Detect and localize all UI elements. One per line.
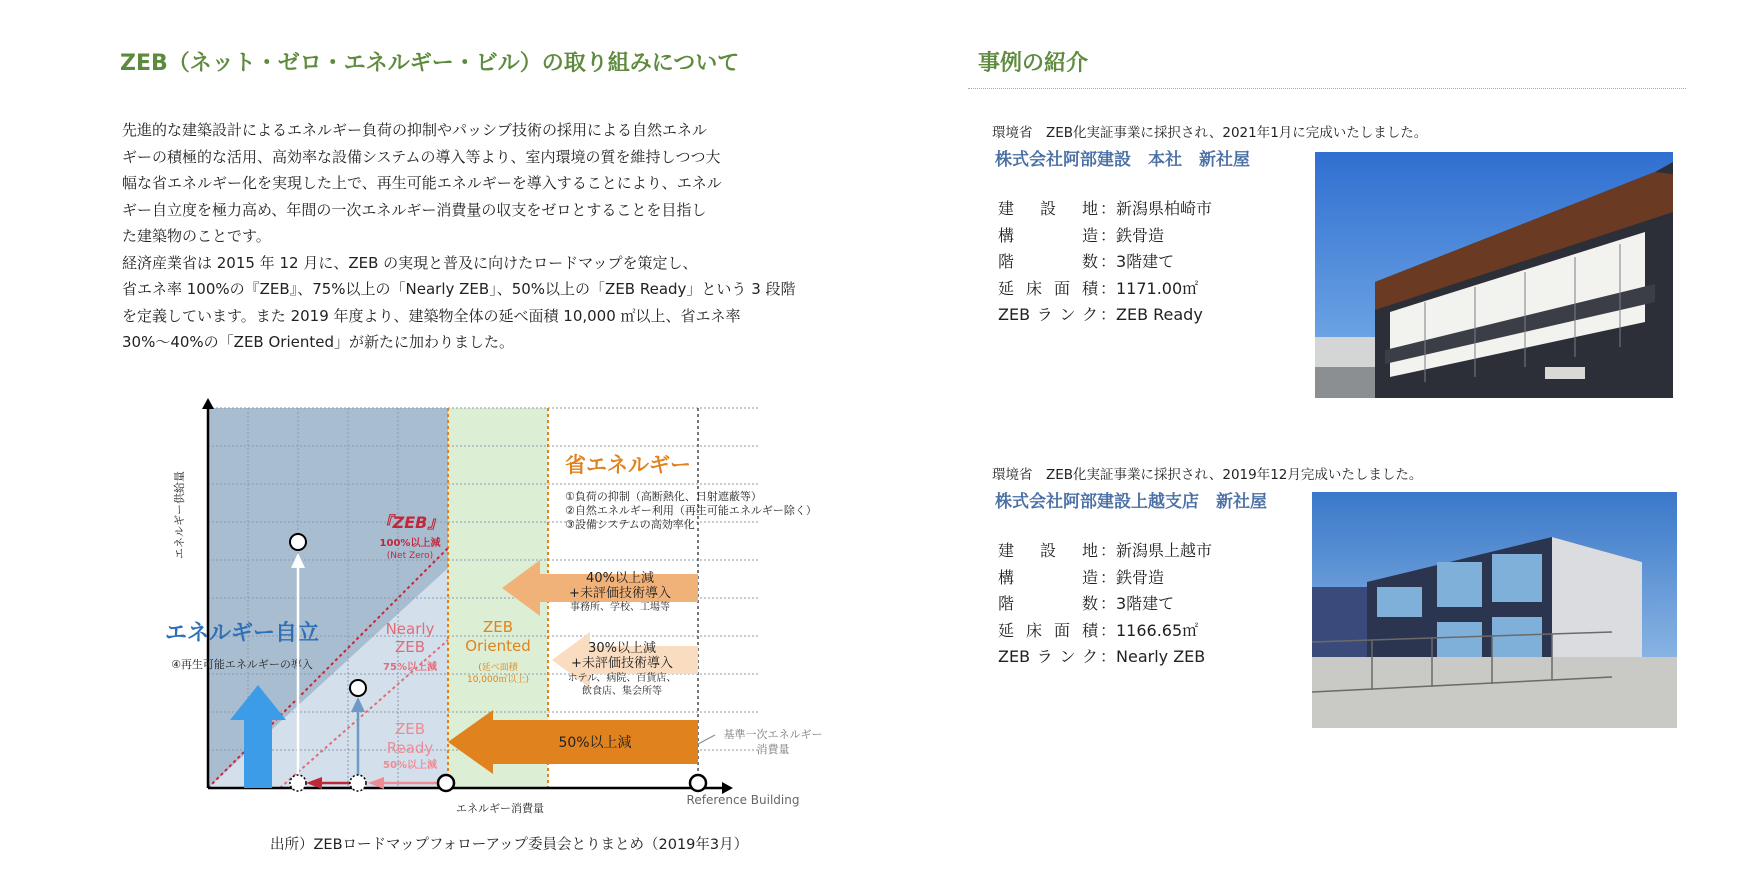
arrow-30-label: ホテル、病院、百貨店、 bbox=[567, 673, 677, 684]
section-title-cases: 事例の紹介 bbox=[978, 51, 1089, 76]
baseline-label-2: 消費量 bbox=[756, 743, 790, 756]
section-title-zeb: ZEB（ネット・ゼロ・エネルギー・ビル）の取り組みについて bbox=[120, 51, 740, 76]
paragraph-line: ギーの積極的な活用、高効率な設備システムの導入等より、室内環境の質を維持しつつ大 bbox=[122, 147, 721, 166]
paragraph-line: 幅な省エネルギー化を実現した上で、再生可能エネルギーを導入することにより、エネル bbox=[122, 174, 722, 192]
arrow-40-label: 事務所、学校、工場等 bbox=[570, 602, 670, 613]
paragraph-line: 先進的な建築設計によるエネルギー負荷の抑制やパッシブ技術の採用による自然エネル bbox=[122, 121, 708, 139]
nearly-zeb-target-point bbox=[350, 680, 366, 696]
spec-row: ZEBランク ：ZEB Ready bbox=[998, 305, 1203, 324]
case-note: 環境省 ZEB化実証事業に採択され、2019年12月完成いたしました。 bbox=[992, 467, 1423, 483]
paragraph-line: 30%～40%の「ZEB Oriented」が新たに加わりました。 bbox=[122, 333, 515, 351]
reference-point bbox=[690, 775, 706, 791]
energy-saving-title: 省エネルギー bbox=[565, 453, 691, 477]
energy-saving-item: ③設備システムの高効率化 bbox=[565, 518, 695, 531]
spec-row: ZEBランク ：Nearly ZEB bbox=[998, 647, 1206, 666]
paragraph-line: を定義しています。また 2019 年度より、建築物全体の延べ面積 10,000 ㎡以上、省エネ率 bbox=[122, 306, 741, 325]
paragraph-line: ギー自立度を極力高め、年間の一次エネルギー消費量の収支をゼロとすることを目指し bbox=[122, 200, 707, 219]
spec-row: 延床面積 ：1171.00㎡ bbox=[998, 278, 1199, 298]
zeb-ready-point bbox=[438, 775, 454, 791]
energy-self-reliance-label: エネルギー自立 bbox=[164, 621, 320, 646]
zeb-oriented-sublabel: 10,000㎡以上) bbox=[466, 675, 530, 685]
paragraph-line: た建築物のことです。 bbox=[122, 227, 271, 245]
spec-row: 階数 ：3階建て bbox=[998, 594, 1175, 613]
zeb-oriented-label: ZEB bbox=[482, 618, 514, 636]
arrow-30-label: 飲食店、集会所等 bbox=[582, 686, 662, 697]
spec-row: 構造 ：鉄骨造 bbox=[998, 225, 1165, 245]
spec-row: 構造 ：鉄骨造 bbox=[998, 567, 1165, 587]
spec-row: 階数 ：3階建て bbox=[998, 252, 1175, 271]
nearly-zeb-label: Nearly bbox=[385, 620, 435, 638]
zeb-ready-label: ZEB bbox=[394, 720, 426, 738]
zeb-definition-diagram bbox=[150, 395, 850, 825]
case-company: 株式会社阿部建設上越支店 新社屋 bbox=[995, 492, 1267, 512]
case-company: 株式会社阿部建設 本社 新社屋 bbox=[995, 150, 1250, 170]
zeb-oriented-sublabel: (延べ面積 bbox=[478, 663, 518, 673]
zeb-oriented-label: Oriented bbox=[465, 637, 531, 655]
building-photo-headquarters bbox=[1315, 152, 1673, 398]
zeb-target-point bbox=[290, 534, 306, 550]
arrow-50-label: 50%以上減 bbox=[558, 735, 632, 751]
zeb-description bbox=[122, 117, 802, 356]
arrow-30-label: 30%以上減 bbox=[588, 641, 656, 656]
spec-row: 建設地 ：新潟県上越市 bbox=[998, 541, 1213, 560]
nearly-zeb-label: ZEB bbox=[394, 638, 426, 656]
case-specs bbox=[998, 196, 1212, 329]
diagram-source: 出所）ZEBロードマップフォローアップ委員会とりまとめ（2019年3月） bbox=[270, 837, 749, 853]
case-note: 環境省 ZEB化実証事業に採択され、2021年1月に完成いたしました。 bbox=[992, 125, 1428, 141]
spec-row: 建設地 ：新潟県柏崎市 bbox=[998, 199, 1213, 218]
case-specs bbox=[998, 538, 1212, 671]
paragraph-line: 省エネ率 100%の『ZEB』、75%以上の「Nearly ZEB」、50%以上の「ZEB Ready」という 3 段階 bbox=[122, 280, 796, 298]
arrow-40-label: +未評価技術導入 bbox=[569, 586, 671, 601]
zeb-label: 『ZEB』 bbox=[376, 513, 444, 532]
energy-saving-item: ②自然エネルギー利用（再生可能エネルギー除く） bbox=[565, 504, 817, 517]
zeb-ready-sublabel: 50%以上減 bbox=[383, 760, 437, 771]
arrow-40-label: 40%以上減 bbox=[586, 571, 654, 586]
nearly-zeb-sublabel: 75%以上減 bbox=[383, 662, 437, 673]
title-divider bbox=[968, 88, 1686, 89]
baseline-label-1: 基準一次エネルギー bbox=[723, 728, 823, 741]
zeb-sublabel: 100%以上減 bbox=[379, 538, 441, 549]
energy-saving-item: ①負荷の抑制（高断熱化、日射遮蔽等） bbox=[565, 490, 762, 503]
reference-building-label: Reference Building bbox=[686, 793, 800, 807]
spec-row: 延床面積 ：1166.65㎡ bbox=[998, 620, 1199, 640]
y-axis-label: エネルギー供給量 bbox=[173, 471, 186, 559]
arrow-30-label: +未評価技術導入 bbox=[571, 656, 673, 671]
building-photo-joetsu-branch bbox=[1312, 492, 1677, 728]
zeb-sublabel: (Net Zero) bbox=[386, 551, 434, 561]
renewable-energy-label: ④再生可能エネルギーの導入 bbox=[171, 658, 313, 671]
paragraph-line: 経済産業省は 2015 年 12 月に、ZEB の実現と普及に向けたロードマップを策定し、 bbox=[122, 253, 698, 272]
zeb-ready-label: Ready bbox=[386, 739, 434, 757]
x-axis-label: エネルギー消費量 bbox=[456, 802, 544, 815]
